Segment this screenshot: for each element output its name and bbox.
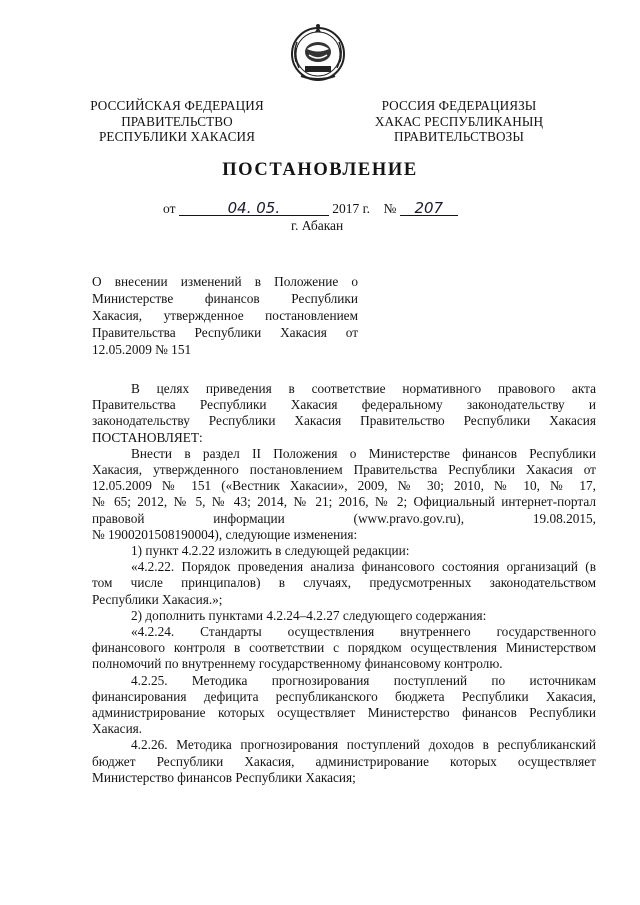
- body-line: Правительства Республики Хакасия федеральному законодательству и: [92, 397, 596, 413]
- date-prefix: от: [163, 201, 176, 216]
- handwritten-number: 207: [400, 201, 458, 216]
- body-line: законодательству Республики Хакасия Правительство Республики Хакасия: [92, 413, 596, 429]
- header-right-line-1: РОССИЯ ФЕДЕРАЦИЯЗЫ: [381, 98, 537, 113]
- subject-line: Правительства Республики Хакасия от: [92, 325, 358, 340]
- header-left-line-3: РЕСПУБЛИКИ ХАКАСИЯ: [99, 129, 255, 144]
- subject-block: [92, 273, 358, 358]
- body-line: 12.05.2009 № 151 («Вестник Хакасии», 2009, № 30; 2010, № 10, № 17,: [92, 478, 596, 494]
- body-line: В целях приведения в соответствие нормативного правового акта: [131, 381, 596, 396]
- body-line: 4.2.26. Методика прогнозирования поступлений доходов в республиканский: [131, 737, 596, 753]
- body-line: № 1900201508190004), следующие изменения:: [92, 526, 358, 542]
- body-line: № 65; 2012, № 5, № 43; 2014, № 21; 2016, № 2; Официальный интернет-портал: [92, 494, 596, 510]
- header-left: [62, 98, 292, 145]
- document-body: [92, 381, 596, 786]
- number-sign: №: [383, 201, 397, 216]
- header-right: [344, 98, 574, 145]
- body-line: финансового контроля в соответствии с порядком осуществления Министерством: [92, 640, 596, 656]
- body-line: Хакасия.: [92, 721, 143, 737]
- body-line: правовой информации (www.pravo.gov.ru), 19.08.2015,: [92, 510, 596, 526]
- header-right-line-2: ХАКАС РЕСПУБЛИКАНЫҢ: [374, 113, 544, 129]
- body-line: Хакасия, утвержденного постановлением Правительства Республики Хакасия от: [92, 462, 596, 478]
- coat-of-arms-emblem: [287, 22, 349, 84]
- city-label: г. Абакан: [291, 218, 344, 233]
- body-line: Министерство финансов Республики Хакасия;: [92, 769, 356, 785]
- body-line: «4.2.24. Стандарты осуществления внутреннего государственного: [131, 624, 596, 640]
- subject-line: Хакасия, утвержденное постановлением: [92, 308, 358, 323]
- body-line: финансирования дефицита республиканского бюджета Республики Хакасия,: [92, 688, 596, 704]
- date-number-line: [163, 201, 458, 217]
- header-left-line-2: ПРАВИТЕЛЬСТВО: [121, 113, 233, 129]
- body-line: Внести в раздел II Положения о Министерстве финансов Республики: [131, 445, 596, 461]
- body-line: ПОСТАНОВЛЯЕТ:: [92, 429, 203, 445]
- year-label: 2017 г.: [332, 201, 370, 216]
- body-line: том числе принципалов) в случаях, предусмотренных законодательством: [92, 575, 596, 591]
- header-right-line-3: ПРАВИТЕЛЬСТВОЗЫ: [394, 129, 524, 144]
- body-line: 2) дополнить пунктами 4.2.24–4.2.27 следующего содержания:: [131, 607, 487, 623]
- subject-line: 12.05.2009 № 151: [92, 342, 192, 357]
- document-type-title: ПОСТАНОВЛЕНИЕ: [222, 160, 418, 180]
- body-line: 1) пункт 4.2.22 изложить в следующей редакции:: [131, 543, 410, 559]
- body-line: «4.2.22. Порядок проведения анализа финансового состояния организаций (в: [131, 559, 596, 575]
- header-left-line-1: РОССИЙСКАЯ ФЕДЕРАЦИЯ: [90, 98, 264, 113]
- body-line: полномочий по внутреннему государственному финансовому контролю.: [92, 656, 503, 672]
- body-line: 4.2.25. Методика прогнозирования поступлений по источникам: [131, 672, 596, 688]
- subject-line: Министерстве финансов Республики: [92, 291, 358, 306]
- body-line: администрирование которых осуществляет Министерство финансов Республики: [92, 705, 596, 721]
- subject-line: О внесении изменений в Положение о: [92, 274, 358, 289]
- body-line: бюджет Республики Хакасия, администрирование которых осуществляет: [92, 753, 596, 769]
- body-line: Республики Хакасия.»;: [92, 591, 223, 607]
- handwritten-date: 04. 05.: [179, 201, 329, 216]
